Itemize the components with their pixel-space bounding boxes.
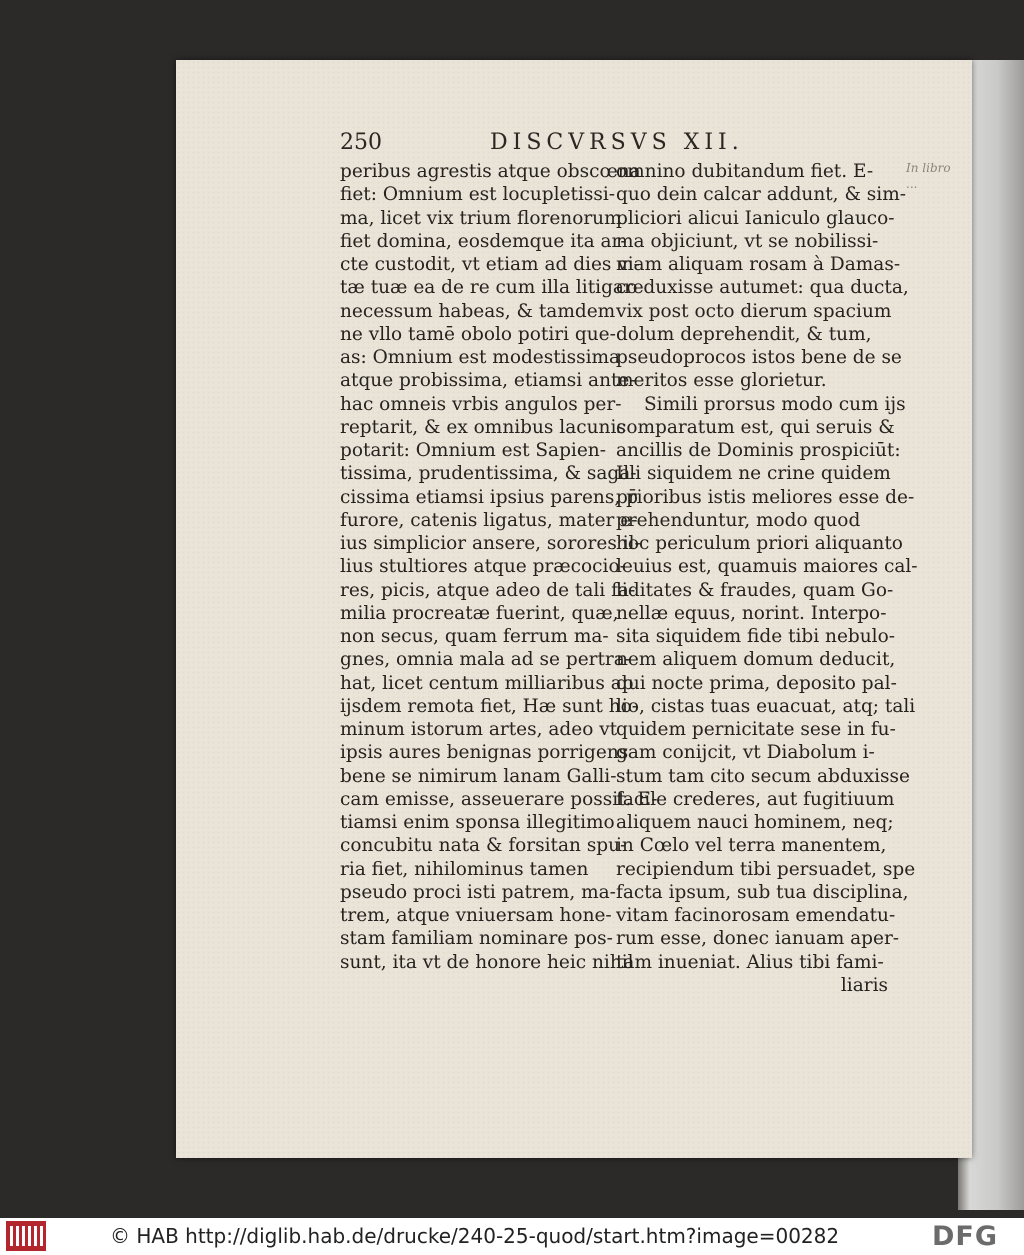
text-line: quidem pernicitate sese in fu- [616,719,896,740]
text-line: in Cœlo vel terra manentem, [616,835,887,857]
text-line: ius simplicior ansere, sorores il- [340,533,641,554]
text-line: tæ tuæ ea de re cum illa litigare [340,277,644,299]
text-line: cissima etiamsi ipsius parens, p̄ [340,486,638,508]
text-column-left [340,160,658,974]
text-line: fiet domina, eosdemque ita ar- [340,230,627,252]
text-line: lius stultiores atque præcocio- [340,556,626,578]
text-line: pliciori alicui Ianiculo glauco- [616,207,895,229]
text-line: ma objiciunt, vt se nobilissi- [616,230,879,252]
text-line: leuius est, quamuis maiores cal- [616,556,918,578]
text-line: Simili prorsus modo cum ijs [644,393,906,415]
text-line: meritos esse glorietur. [616,370,827,392]
text-line: Illi siquidem ne crine quidem [616,463,891,485]
text-line: dolum deprehendit, & tum, [616,323,872,345]
text-line: rum esse, donec ianuam aper- [616,928,900,950]
text-line: ancillis de Dominis prospiciūt: [616,440,901,461]
text-line: tiamsi enim sponsa illegitimo [340,812,615,833]
text-line: necessum habeas, & tamdem [340,300,616,322]
text-line: as: Omnium est modestissima [340,347,621,368]
text-line: bene se nimirum lanam Galli- [340,765,617,787]
text-line: prioribus istis meliores esse de- [616,486,915,508]
page-number: 250 [340,130,382,155]
text-line: concubitu nata & forsitan spu- [340,835,627,857]
hab-logo-icon [6,1221,46,1251]
text-line: ria fiet, nihilominus tamen [340,858,589,880]
text-line: ipsis aures benignas porrigens [340,742,629,764]
marginal-note: In libro ... [906,161,951,191]
text-line: pseudoprocos istos bene de se [616,347,902,368]
text-line: gnes, omnia mala ad se pertra- [340,649,632,671]
text-line: milia procreatæ fuerint, quæ, [340,602,619,624]
running-title: DISCVRSVS XII. [490,130,744,155]
text-line: sunt, ita vt de honore heic nihil [340,951,634,973]
text-line: res, picis, atque adeo de tali fa- [340,579,636,601]
copyright-url[interactable]: © HAB http://diglib.hab.de/drucke/240-25-quod/start.htm?image=00282 [110,1224,840,1248]
text-column-right [616,160,918,997]
page-header [340,130,760,160]
text-line: liditates & fraudes, quam Go- [616,579,894,601]
text-line: aliquem nauci hominem, neq; [616,812,894,833]
text-line: tam inueniat. Alius tibi fami- [616,951,884,973]
text-line: cte custodit, vt etiam ad dies vi- [340,254,640,275]
text-line: ma, licet vix trium florenorum [340,207,622,229]
text-line: trem, atque vniuersam hone- [340,905,612,926]
text-line: facile crederes, aut fugitiuum [616,788,895,810]
text-line: vix post octo dierum spacium [616,300,892,322]
text-line: prehenduntur, modo quod [616,509,861,531]
text-line: quo dein calcar addunt, & sim- [616,184,906,206]
text-line: non secus, quam ferrum ma- [340,626,609,647]
text-line: qui nocte prima, deposito pal- [616,672,897,694]
text-line: nellæ equus, norint. Interpo- [616,602,887,624]
text-line: peribus agrestis atque obscœna [340,161,641,182]
text-line: hat, licet centum milliaribus ab [340,672,634,694]
text-line: omnino dubitandum fiet. E- [616,161,874,182]
text-line: ne vllo tamē obolo potiri que- [340,323,616,345]
text-line: facta ipsum, sub tua disciplina, [616,881,909,903]
text-line: furore, catenis ligatus, mater e- [340,509,638,531]
text-line: hac omneis vrbis angulos per- [340,393,622,415]
text-line: gam conijcit, vt Diabolum i- [616,742,875,764]
viewer-footer [0,1218,1024,1255]
text-line: minum istorum artes, adeo vt [340,719,618,740]
text-line: co duxisse autumet: qua ducta, [616,277,909,299]
text-line: vitam facinorosam emendatu- [616,905,896,926]
text-line: ijsdem remota fiet, Hæ sunt ho- [340,695,639,717]
text-line: liaris [840,974,888,996]
text-line: sita siquidem fide tibi nebulo- [616,626,895,647]
text-line: fiet: Omnium est locupletissi- [340,184,616,206]
dfg-logo: DFG [932,1221,999,1252]
text-line: stum tam cito secum abduxisse [616,765,910,787]
text-line: hoc periculum priori aliquanto [616,533,903,554]
text-line: stam familiam nominare pos- [340,928,613,950]
text-line: recipiendum tibi persuadet, spe [616,858,916,880]
text-line: reptarit, & ex omnibus lacunis [340,416,626,438]
text-line: atque probissima, etiamsi ante- [340,370,636,392]
text-line: comparatum est, qui seruis & [616,416,895,438]
text-line: nem aliquem domum deducit, [616,649,896,671]
text-line: potarit: Omnium est Sapien- [340,440,606,461]
text-line: tissima, prudentissima, & saga- [340,463,637,485]
text-line: mam aliquam rosam à Damas- [616,254,901,275]
text-line: cam emisse, asseuerare possit. E- [340,788,658,810]
text-line: pseudo proci isti patrem, ma- [340,881,616,903]
text-line: lio, cistas tuas euacuat, atq; tali [616,695,916,717]
